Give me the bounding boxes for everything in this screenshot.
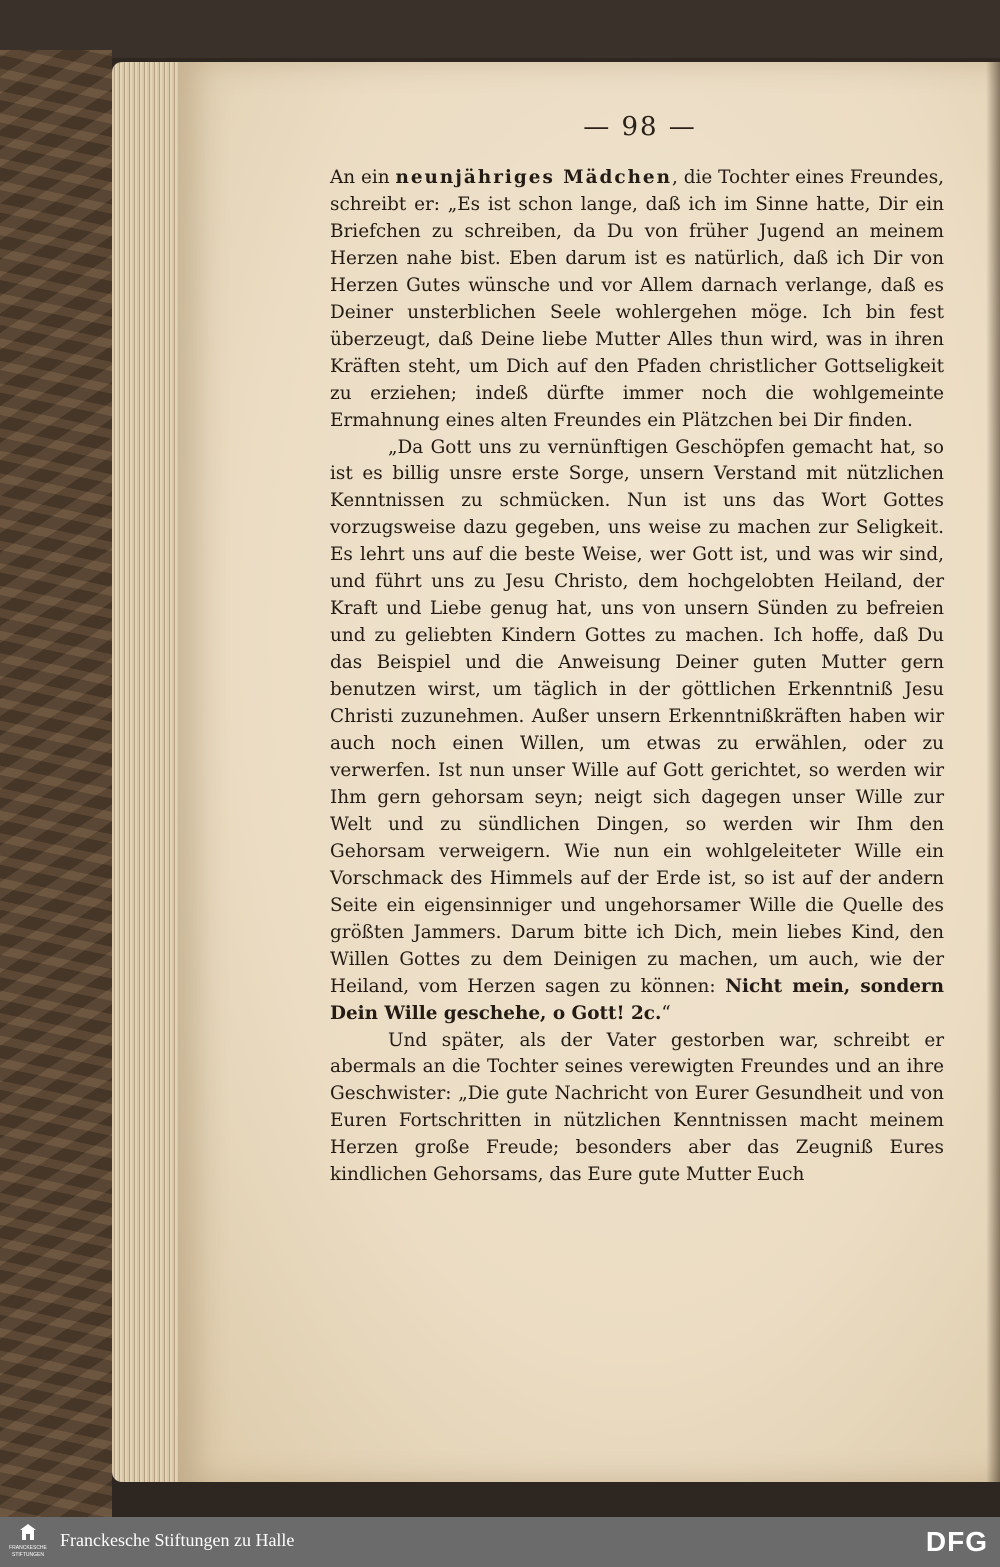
page-gutter-shadow	[986, 62, 1000, 1482]
page-edges	[112, 62, 182, 1482]
paragraph	[330, 435, 944, 1028]
dfg-logo[interactable]: DFG	[925, 1526, 988, 1557]
svg-text:FRANCKESCHE: FRANCKESCHE	[9, 1545, 47, 1551]
page-body-text	[330, 165, 944, 1189]
text-run: , die Tochter eines Freundes, schreibt er: „Es ist schon lange, daß ich im Sinne hatte, Dir ein Briefchen zu schreiben, da Du von früher Jugend an meinem Herzen nahe bist. Eben darum ist es natürlich, daß ich Dir von Herzen Gutes wünsche und vor Allem darnach verlange, daß es Deiner unsterblichen Seele wohlergehen möge. Ich bin fest überzeugt, daß Deine liebe Mutter Alles thun wird, was in ihren Kräften steht, um Dich auf den Pfaden christlicher Gottseligkeit zu erziehen; indeß dürfte immer noch die wohlgemeinte Ermahnung eines alten Freundes ein Plätzchen bei Dir finden.	[330, 167, 944, 431]
text-run: An ein	[330, 167, 396, 188]
emphasized-text: neunjähriges Mädchen	[395, 167, 673, 188]
paragraph	[330, 165, 944, 435]
text-run: “	[661, 1002, 671, 1024]
paragraph	[330, 1028, 944, 1190]
book-top-edge	[0, 0, 1000, 58]
institution-name-link[interactable]: Franckesche Stiftungen zu Halle	[60, 1530, 295, 1550]
marbled-cover	[0, 50, 112, 1517]
svg-text:STIFTUNGEN: STIFTUNGEN	[12, 1552, 44, 1558]
text-run: Und später, als der Vater gestorben war, schreibt er abermals an die Tochter seines verewigten Freundes und an ihre Geschwister: „Die gute Nachricht von Eurer Gesundheit und von Euren Fortschritten in nützlichen Kenntnissen macht meinem Herzen große Freude; besonders aber das Zeugniß Eures kindlichen Gehorsams, das Eure gute Mutter Euch	[330, 1029, 944, 1186]
institution-logo-icon[interactable]	[6, 1522, 50, 1562]
viewer-footer-bar	[0, 1517, 1000, 1567]
page-number: — 98 —	[583, 112, 697, 142]
text-run: „Da Gott uns zu vernünftigen Geschöpfen gemacht hat, so ist es billig unsre erste Sorge, unsern Verstand mit nützlichen Kenntnissen zu schmücken. Nun ist uns das Wort Gottes vorzugsweise dazu gegeben, uns weise zu machen zur Seligkeit. Es lehrt uns auf die beste Weise, wer Gott ist, und was wir sind, und führt uns zu Jesu Christo, dem hochgelobten Heiland, der Kraft und Liebe genug hat, uns von unsern Sünden zu befreien und zu geliebten Kindern Gottes zu machen. Ich hoffe, daß Du das Beispiel und die Anweisung Deiner guten Mutter gern benutzen wirst, um täglich in der göttlichen Erkenntniß Jesu Christi zuzunehmen. Außer unsern Erkenntnißkräften haben wir auch noch einen Willen, um etwas zu erwählen, oder zu verwerfen. Ist nun unser Wille auf Gott gerichtet, so werden wir Ihm gern gehorsam seyn; neigt sich dagegen unser Wille zur Welt und zu sündlichen Dingen, so werden wir Ihm den Gehorsam verweigern. Wie nun ein wohlgeleiteter Wille ein Vorschmack des Himmels auf der Erde ist, so ist auf der andern Seite ein eigensinniger und ungehorsamer Wille die Quelle des größten Jammers. Darum bitte ich Dich, mein liebes Kind, den Willen Gottes zu dem Deinigen zu machen, um auch, wie der Heiland, vom Herzen sagen zu können:	[330, 436, 944, 997]
bold-text: Nicht mein, sondern Dein Wille geschehe, o Gott! 2c.	[330, 975, 944, 1024]
